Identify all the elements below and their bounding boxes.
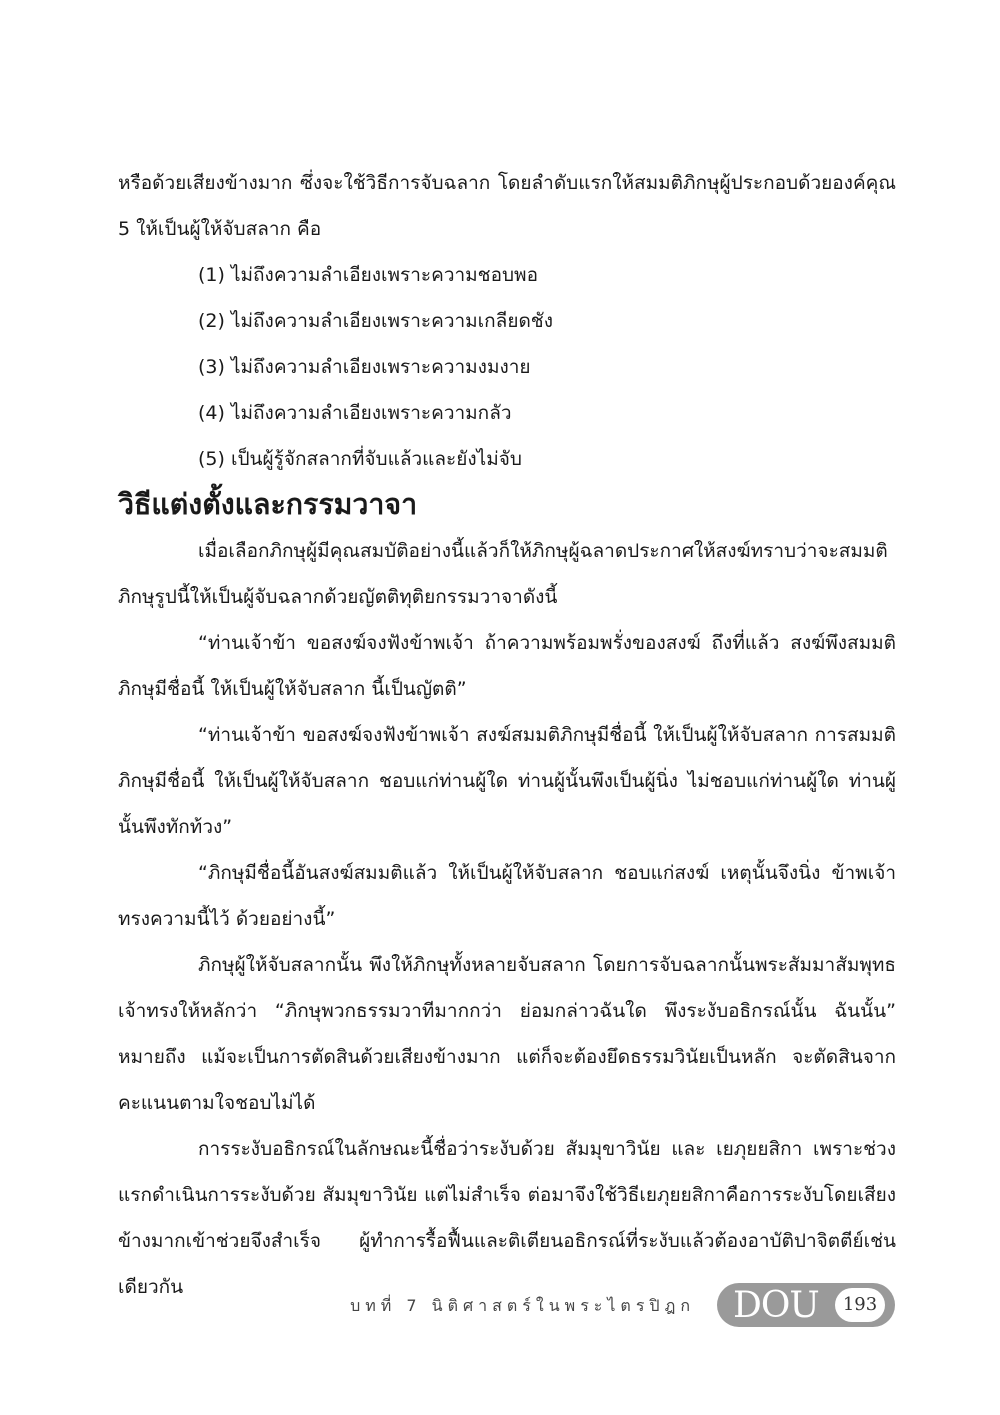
list-item: (1) ไม่ถึงความลำเอียงเพราะความชอบพอ	[198, 264, 538, 286]
page-number: 193	[835, 1288, 885, 1322]
body-paragraph: “ภิกษุมีชื่อนี้อันสงฆ์สมมติแล้ว ให้เป็นผู้ให้จับสลาก ชอบแก่สงฆ์ เหตุนั้นจึงนิ่ง ข้าพเจ้าทรงความนี้ไว้ ด้วยอย่างนี้”	[118, 862, 896, 930]
body-paragraph: “ท่านเจ้าข้า ขอสงฆ์จงฟังข้าพเจ้า ถ้าความพร้อมพรั่งของสงฆ์ ถึงที่แล้ว สงฆ์พึงสมมติภิกษุมีชื่อนี้ ให้เป็นผู้ให้จับสลาก นี้เป็นญัตติ”	[118, 632, 896, 700]
page-footer	[0, 1280, 1000, 1332]
body-paragraph: เมื่อเลือกภิกษุผู้มีคุณสมบัติอย่างนี้แล้วก็ให้ภิกษุผู้ฉลาดประกาศให้สงฆ์ทราบว่าจะสมมติภิกษุรูปนี้ให้เป็นผู้จับฉลากด้วยญัตติทุติยกรรมวาจาดังนี้	[118, 540, 888, 608]
intro-paragraph: หรือด้วยเสียงข้างมาก ซึ่งจะใช้วิธีการจับฉลาก โดยลำดับแรกให้สมมติภิกษุผู้ประกอบด้วยองค์คุณ 5 ให้เป็นผู้ให้จับสลาก คือ	[118, 172, 896, 240]
dou-badge	[717, 1283, 895, 1327]
dou-logo: DOU	[733, 1285, 819, 1326]
list-item: (2) ไม่ถึงความลำเอียงเพราะความเกลียดชัง	[198, 310, 553, 332]
qualities-list	[118, 252, 896, 482]
body-paragraph: “ท่านเจ้าข้า ขอสงฆ์จงฟังข้าพเจ้า สงฆ์สมมติภิกษุมีชื่อนี้ ให้เป็นผู้ให้จับสลาก การสมมติ ภิกษุมีชื่อนี้ ให้เป็นผู้ให้จับสลาก ชอบแก่ท่านผู้ใด ท่านผู้นั้นพึงเป็นผู้นิ่ง ไม่ชอบแก่ท่านผู้ใด ท่านผู้นั้นพึงทักท้วง”	[118, 724, 896, 838]
body-paragraph: การระงับอธิกรณ์ในลักษณะนี้ชื่อว่าระงับด้วย สัมมุขาวินัย และ เยภุยยสิกา เพราะช่วงแรกดำเนินการระงับด้วย สัมมุขาวินัย แต่ไม่สำเร็จ ต่อมาจึงใช้วิธีเยภุยยสิกาคือการระงับโดยเสียงข้างมากเข้าช่วยจึงสำเร็จ ผู้ทำการรื้อฟื้นและติเตียนอธิกรณ์ที่ระงับแล้วต้องอาบัติปาจิตตีย์เช่นเดียวกัน	[118, 1138, 896, 1298]
list-item: (3) ไม่ถึงความลำเอียงเพราะความงมงาย	[198, 356, 531, 378]
list-item: (4) ไม่ถึงความลำเอียงเพราะความกลัว	[198, 402, 512, 424]
section-heading: วิธีแต่งตั้งและกรรมวาจา	[118, 488, 418, 521]
body-paragraph: ภิกษุผู้ให้จับสลากนั้น พึงให้ภิกษุทั้งหลายจับสลาก โดยการจับฉลากนั้นพระสัมมาสัมพุทธเจ้าทรงให้หลักว่า “ภิกษุพวกธรรมวาทีมากกว่า ย่อมกล่าวฉันใด พึงระงับอธิกรณ์นั้น ฉันนั้น” หมายถึง แม้จะเป็นการตัดสินด้วยเสียงข้างมาก แต่ก็จะต้องยึดธรรมวินัยเป็นหลัก จะตัดสินจากคะแนนตามใจชอบไม่ได้	[118, 954, 896, 1114]
list-item: (5) เป็นผู้รู้จักสลากที่จับแล้วและยังไม่จับ	[198, 448, 522, 470]
running-head: บทที่ 7 นิติศาสตร์ในพระไตรปิฎก	[350, 1296, 695, 1315]
page-body	[118, 160, 896, 1310]
